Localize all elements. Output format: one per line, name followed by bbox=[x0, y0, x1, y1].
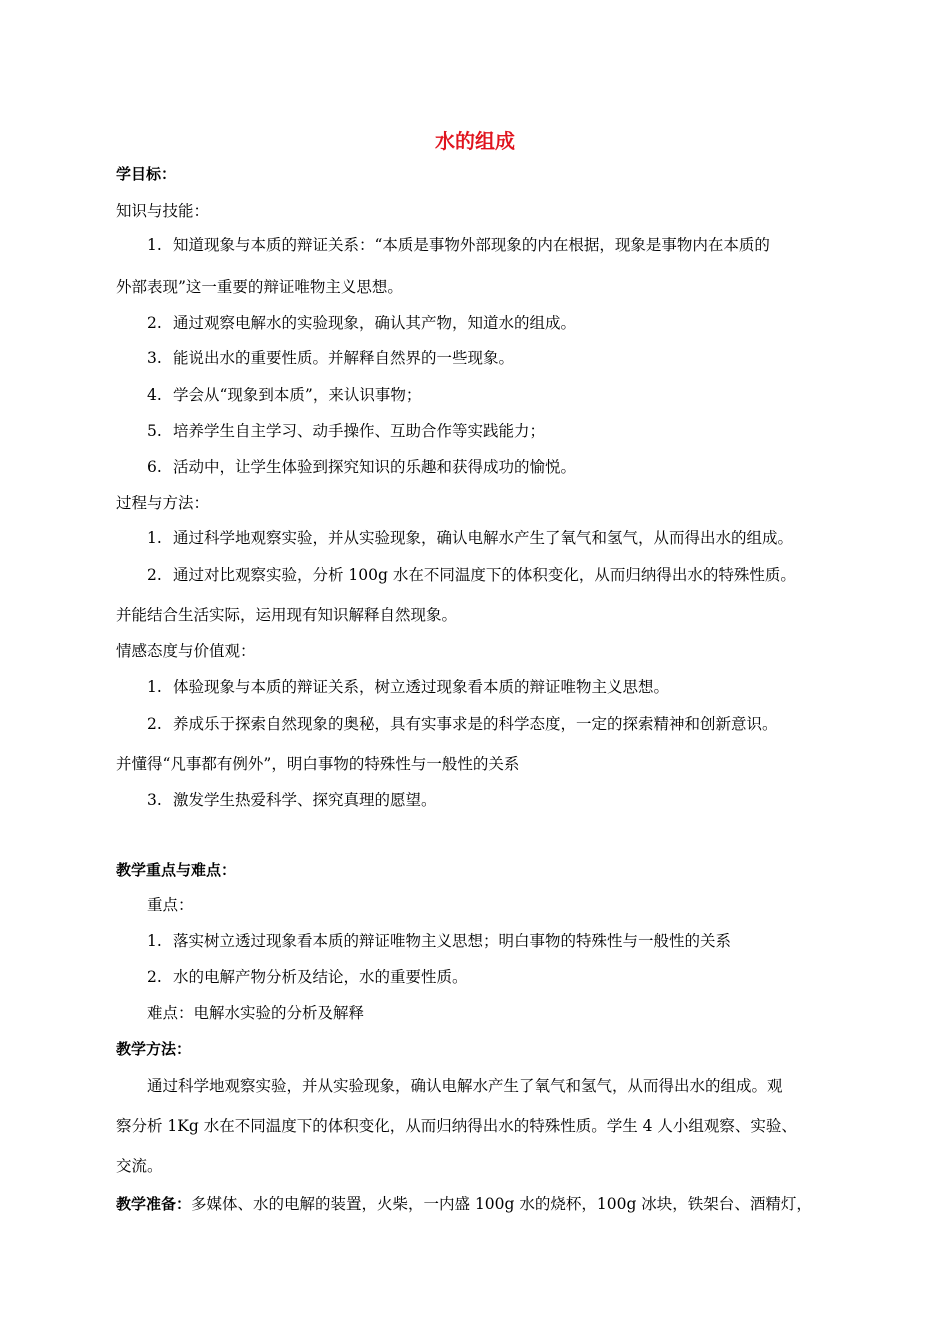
item-text: 体验现象与本质的辩证关系，树立透过现象看本质的辩证唯物主义思想。 bbox=[173, 678, 670, 696]
item-text: 能说出水的重要性质。并解释自然界的一些现象。 bbox=[173, 349, 515, 367]
item-number: 2. bbox=[147, 715, 162, 733]
prep-line bbox=[116, 1194, 812, 1214]
item-continuation: 并懂得“凡事都有例外”，明白事物的特殊性与一般性的关系 bbox=[116, 755, 520, 773]
item-number: 2. bbox=[147, 314, 162, 332]
item-number: 6. bbox=[147, 458, 162, 476]
item-text: 通过科学地观察实验，并从实验现象，确认电解水产生了氧气和氢气，从而得出水的组成。 bbox=[173, 529, 794, 547]
item-text: 通过观察电解水的实验现象，确认其产物，知道水的组成。 bbox=[173, 314, 577, 332]
item-continuation: 外部表现”这一重要的辩证唯物主义思想。 bbox=[116, 278, 403, 296]
list-item bbox=[147, 235, 770, 255]
item-number: 2. bbox=[147, 566, 162, 584]
item-number: 1. bbox=[147, 529, 162, 547]
prep-text: 多媒体、水的电解的装置，火柴，一内盛 100g 水的烧杯，100g 冰块，铁架台、酒精灯， bbox=[191, 1195, 812, 1213]
item-text: 养成乐于探索自然现象的奥秘，具有实事求是的科学态度，一定的探索精神和创新意识。 bbox=[173, 715, 778, 733]
list-item bbox=[147, 565, 796, 585]
item-number: 1. bbox=[147, 932, 162, 950]
section-heading-method: 教学方法： bbox=[116, 1040, 192, 1058]
list-item bbox=[147, 457, 576, 477]
paragraph-line: 通过科学地观察实验，并从实验现象，确认电解水产生了氧气和氢气，从而得出水的组成。观 bbox=[147, 1077, 783, 1095]
item-number: 4. bbox=[147, 386, 162, 404]
item-text: 活动中，让学生体验到探究知识的乐趣和获得成功的愉悦。 bbox=[173, 458, 577, 476]
list-item bbox=[147, 421, 545, 441]
item-text: 激发学生热爱科学、探究真理的愿望。 bbox=[173, 791, 437, 809]
section-heading-keypoints: 教学重点与难点： bbox=[116, 861, 237, 879]
difficulty-text: 难点：电解水实验的分析及解释 bbox=[147, 1004, 365, 1022]
list-item bbox=[147, 714, 778, 734]
list-item bbox=[147, 931, 731, 951]
list-item bbox=[147, 790, 437, 810]
item-number: 1. bbox=[147, 678, 162, 696]
item-number: 3. bbox=[147, 791, 162, 809]
list-item bbox=[147, 677, 669, 697]
item-number: 3. bbox=[147, 349, 162, 367]
paragraph-line: 交流。 bbox=[116, 1157, 163, 1175]
item-text: 落实树立透过现象看本质的辩证唯物主义思想；明白事物的特殊性与一般性的关系 bbox=[173, 932, 732, 950]
item-text: 知道现象与本质的辩证关系：“本质是事物外部现象的内在根据，现象是事物内在本质的 bbox=[173, 236, 770, 254]
item-number: 2. bbox=[147, 968, 162, 986]
item-text: 培养学生自主学习、动手操作、互助合作等实践能力； bbox=[173, 422, 546, 440]
item-number: 1. bbox=[147, 236, 162, 254]
item-continuation: 并能结合生活实际，运用现有知识解释自然现象。 bbox=[116, 606, 458, 624]
paragraph-line: 察分析 1Kg 水在不同温度下的体积变化，从而归纳得出水的特殊性质。学生 4 人小组观察、实验、 bbox=[116, 1117, 797, 1135]
item-text: 通过对比观察实验，分析 100g 水在不同温度下的体积变化，从而归纳得出水的特殊性质。 bbox=[173, 566, 796, 584]
list-item bbox=[147, 313, 576, 333]
key-label: 重点： bbox=[147, 896, 194, 914]
list-item bbox=[147, 967, 468, 987]
section-heading-goals: 学目标： bbox=[116, 165, 177, 183]
section-heading-prep: 教学准备： bbox=[116, 1195, 192, 1213]
item-text: 水的电解产物分析及结论，水的重要性质。 bbox=[173, 968, 468, 986]
list-item bbox=[147, 348, 514, 368]
list-item bbox=[147, 528, 793, 548]
subheading-process: 过程与方法： bbox=[116, 494, 210, 512]
item-number: 5. bbox=[147, 422, 162, 440]
list-item bbox=[147, 385, 421, 405]
subheading-emotion: 情感态度与价值观： bbox=[116, 642, 256, 660]
subheading-knowledge: 知识与技能： bbox=[116, 202, 210, 220]
page-title: 水的组成 bbox=[435, 129, 515, 153]
item-text: 学会从“现象到本质”，来认识事物； bbox=[173, 386, 422, 404]
